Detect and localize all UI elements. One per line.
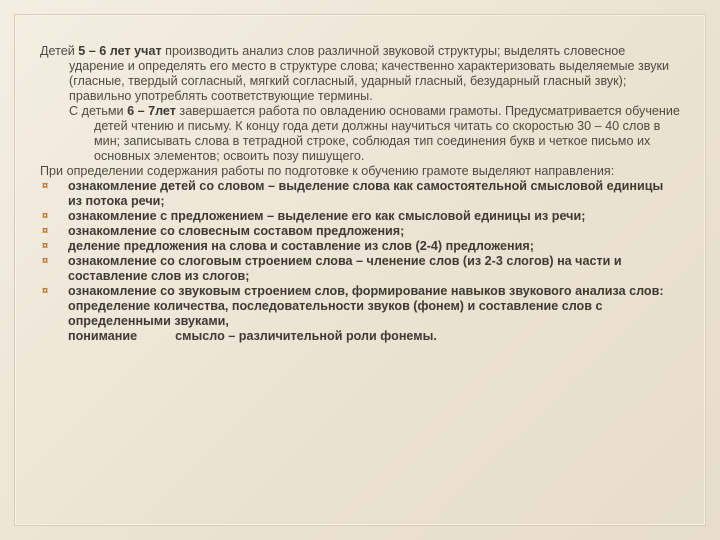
age-highlight: 5 – 6 лет учат xyxy=(78,44,162,58)
paragraph-directions-intro: При определении содержания работы по подготовке к обучению грамоте выделяют направления: xyxy=(40,164,615,178)
bullet-marker-icon: ¤ xyxy=(42,240,49,252)
text-run: С детьми xyxy=(69,104,128,118)
slide-content xyxy=(40,44,680,344)
list-item xyxy=(40,284,680,344)
directions-list xyxy=(40,179,680,344)
age-highlight: 6 – 7лет xyxy=(127,104,176,118)
list-item xyxy=(40,239,680,254)
list-item-text: смысло – различительной роли фонемы. xyxy=(175,329,437,343)
list-item xyxy=(40,254,680,284)
list-item-text: ознакомление со слоговым строением слова – членение слов (из 2-3 слогов) на части и составление слов из слогов; xyxy=(68,254,622,283)
list-item-text: ознакомление со звуковым строением слов, формирование навыков звукового анализа слов: определение количества, последовательности звуков (фонем) и составление слов с определенными звуками, xyxy=(68,284,664,328)
bullet-marker-icon: ¤ xyxy=(42,180,49,192)
text-run: Детей xyxy=(40,44,79,58)
list-item-text: ознакомление со словесным составом предложения; xyxy=(68,224,405,238)
bullet-marker-icon: ¤ xyxy=(42,255,49,267)
list-item xyxy=(40,209,680,224)
paragraph-6-7-years xyxy=(40,104,680,164)
text-run: завершается работа по овладению основами грамоты. Предусматривается обучение детей чтению и письму. К концу года дети должны научиться читать со скоростью 30 – 40 слов в мин; записывать слова в тетрадной строке, соблюдая тип соединения букв и четкое письмо их основных элементов; освоить позу пишущего. xyxy=(94,104,680,163)
text-run: производить анализ слов различной звуковой структуры; выделять словесное ударение и определять его место в структуре слова; качественно характеризовать выделяемые звуки (гласные, твердый согласный, мягкий согласный, ударный гласный, безударный гласный звук); правильно употреблять соответствующие термины. xyxy=(69,44,670,103)
list-item-text: ознакомление с предложением – выделение его как смысловой единицы из речи; xyxy=(68,209,586,223)
list-item-text: понимание xyxy=(68,329,138,343)
list-item-text: деление предложения на слова и составление из слов (2-4) предложения; xyxy=(68,239,534,253)
list-item xyxy=(40,224,680,239)
bullet-marker-icon: ¤ xyxy=(42,225,49,237)
list-item-text: ознакомление детей со словом – выделение слова как самостоятельной смысловой единицы из потока речи; xyxy=(68,179,664,208)
list-item xyxy=(40,179,680,209)
bullet-marker-icon: ¤ xyxy=(42,210,49,222)
bullet-marker-icon: ¤ xyxy=(42,285,49,297)
paragraph-5-6-years xyxy=(40,44,680,104)
